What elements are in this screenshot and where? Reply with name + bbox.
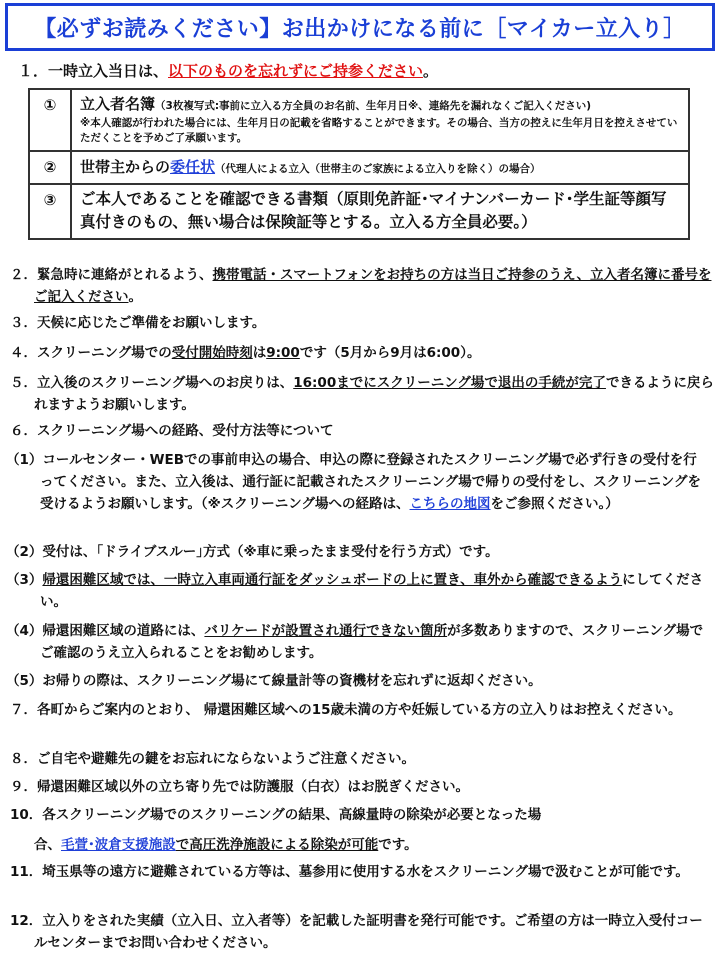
sub-item-2: （2）受付は、｢ドライブスルー｣方式（※車に乗ったまま受付を行う方式）です。 (6, 544, 499, 560)
requirement-note: （代理人による立入（世帯主のご家族による立入りを除く）の場合） (215, 163, 541, 175)
delegation-form-link[interactable]: 委任状 (170, 158, 216, 176)
requirement-head: 立入者名簿 (80, 95, 156, 113)
requirement-number: ③ (29, 184, 71, 239)
map-link[interactable]: こちらの地図 (409, 496, 491, 512)
sub-item-4: （4）帰還困難区域の道路には、バリケードが設置され通行できない箇所が多数ありますので、スクリーニング場でご確認のうえ立入られることをお勧めします。 (6, 623, 704, 661)
item-10-line-1: 10．各スクリーニング場でのスクリーニングの結果、高線量時の除染が必要となった場 (10, 807, 542, 823)
requirement-number: ① (29, 89, 71, 151)
sub-item-3: （3）帰還困難区域では、一時立入車両通行証をダッシュボードの上に置き、車外から確認できるようにしてください。 (6, 572, 704, 610)
page-title: 【必ずお読みください】お出かけになる前に［マイカー立入り］ (5, 3, 715, 51)
requirement-head: 世帯主からの (80, 158, 171, 176)
sub-item-1: （1）コールセンター・WEBでの事前申込の場合、申込の際に登録されたスクリーニング場で必ず行きの受付を行ってください。また、立入後は、通行証に記載されたスクリーニング場で帰りの受付をし、スクリーニングを受けるようお願いします。（※スクリーニング場への経路は、こちらの地図をご参照ください。） (6, 452, 701, 512)
requirement-note-2: ※本人確認が行われた場合には、生年月日の記載を省略することができます。その場合、当方の控えに生年月日を控えさせていただくことを予めご了承願います。 (80, 117, 678, 144)
requirement-note: （3枚複写式:事前に立入る方全員のお名前、生年月日※、連絡先を漏れなくご記入ください) (155, 100, 592, 112)
item-11: 11．埼玉県等の遠方に避難されている方等は、墓参用に使用する水をスクリーニング場で汲むことが可能です。 (10, 864, 689, 880)
requirement-row-3 (29, 184, 689, 239)
item-6: ６．スクリーニング場への経路、受付方法等について (10, 423, 334, 439)
item-10-line-2: 合、毛萱･波倉支援施設で高圧洗浄施設による除染が可能です。 (34, 837, 418, 853)
item-9: ９．帰還困難区域以外の立ち寄り先では防護服（白衣）はお脱ぎください。 (10, 779, 469, 795)
requirement-head: ご本人であることを確認できる書類（原則免許証･マイナンバーカード･学生証等顔写真付きのもの、無い場合は保険証等とする。立入る方全員必要。） (80, 190, 667, 231)
item-8: ８．ご自宅や避難先の鍵をお忘れにならないようご注意ください。 (10, 751, 415, 767)
item-12: 12．立入りをされた実績（立入日、立入者等）を記載した証明書を発行可能です。ご希望の方は一時立入受付コールセンターまでお問い合わせください。 (10, 913, 703, 951)
item-7: ７．各町からご案内のとおり、 帰還困難区域への15歳未満の方や妊娠している方の立入りはお控えください。 (10, 702, 682, 718)
item-5: ５．立入後のスクリーニング場へのお戻りは、16:00までにスクリーニング場で退出の手続が完了できるように戻られますようお願いします。 (10, 375, 714, 413)
item-3: ３．天候に応じたご準備をお願いします。 (10, 315, 266, 331)
requirement-row-2 (29, 151, 689, 184)
requirements-table (28, 88, 690, 240)
item-2: ２．緊急時に連絡がとれるよう、携帯電話・スマートフォンをお持ちの方は当日ご持参のうえ、立入者名簿に番号をご記入ください。 (10, 267, 712, 305)
item-1-emphasis: 以下のものを忘れずにご持参ください (168, 62, 424, 80)
requirement-row-1 (29, 89, 689, 151)
item-1: １．一時立入当日は、以下のものを忘れずにご持参ください。 (18, 62, 439, 80)
requirement-number: ② (29, 151, 71, 184)
support-facility-link[interactable]: 毛萱･波倉支援施設 (61, 837, 176, 853)
item-4: ４．スクリーニング場での受付開始時刻は9:00です（5月から9月は6:00）。 (10, 345, 481, 361)
sub-item-5: （5）お帰りの際は、スクリーニング場にて線量計等の資機材を忘れずに返却ください。 (6, 673, 542, 689)
item-1-text: １．一時立入当日は、 (18, 62, 169, 80)
